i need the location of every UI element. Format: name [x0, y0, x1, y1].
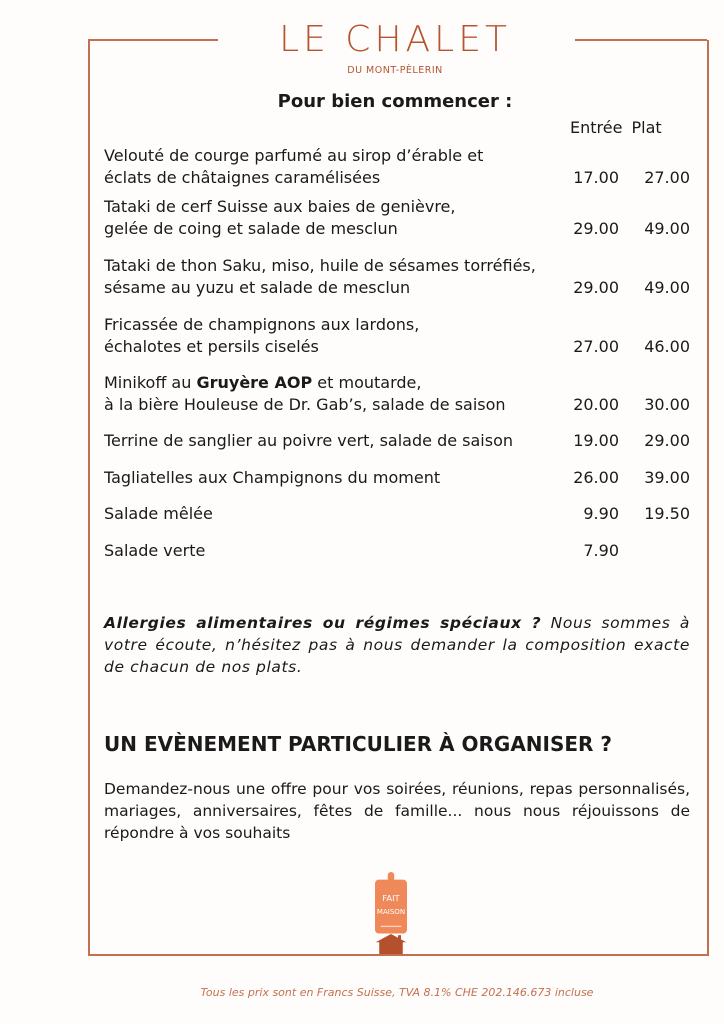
- allergy-notice: [104, 612, 690, 678]
- restaurant-logo: [230, 18, 560, 76]
- item-text: et moutarde,: [312, 373, 422, 392]
- price-plat: 39.00: [644, 468, 690, 487]
- price-plat: 19.50: [644, 504, 690, 523]
- menu-item: [104, 314, 694, 358]
- price-entree: 29.00: [573, 278, 619, 297]
- house-icon: [373, 934, 409, 954]
- price-plat: 29.00: [644, 431, 690, 450]
- item-line: Tataki de cerf Suisse aux baies de genièvre,: [104, 197, 456, 216]
- price-entree: 7.90: [583, 541, 619, 560]
- item-line: Salade verte: [104, 541, 206, 560]
- logo-subtitle: DU MONT-PÈLERIN: [347, 65, 443, 76]
- menu-item: [104, 467, 694, 489]
- allergy-text: Nous sommes à votre écoute, n’hésitez pas à nous demander la composition exacte de chacun de nos plats.: [104, 614, 691, 676]
- item-line: Tagliatelles aux Champignons du moment: [104, 468, 441, 487]
- price-entree: 17.00: [573, 168, 619, 187]
- price-columns-header: [570, 118, 662, 137]
- item-line: éclats de châtaignes caramélisées: [104, 168, 381, 187]
- item-line: à la bière Houleuse de Dr. Gab’s, salade de saison: [104, 395, 506, 414]
- item-line: Tataki de thon Saku, miso, huile de sésames torréfiés,: [104, 256, 536, 275]
- item-line: Terrine de sanglier au poivre vert, salade de saison: [104, 431, 514, 450]
- price-entree: 29.00: [573, 219, 619, 238]
- menu-item: [104, 372, 694, 416]
- price-plat: 30.00: [644, 395, 690, 414]
- price-entree: 26.00: [573, 468, 619, 487]
- item-line: Fricassée de champignons aux lardons,: [104, 315, 420, 334]
- price-footer: Tous les prix sont en Francs Suisse, TVA 8.1% CHE 202.146.673 incluse: [200, 986, 594, 999]
- frame-divider: [88, 39, 218, 41]
- price-plat: 27.00: [644, 168, 690, 187]
- item-line: échalotes et persils ciselés: [104, 337, 319, 356]
- item-line: [104, 372, 694, 394]
- col-entree: Entrée: [570, 118, 623, 137]
- price-plat: 46.00: [644, 337, 690, 356]
- item-text: Minikoff au: [104, 373, 197, 392]
- item-line: Salade mêlée: [104, 504, 213, 523]
- logo-title: LE CHALET: [279, 19, 511, 60]
- menu-item: [104, 255, 694, 299]
- price-entree: 20.00: [573, 395, 619, 414]
- event-text: Demandez-nous une offre pour vos soirées, réunions, repas personnalisés, mariages, anniversaires, fêtes de famille... nous nous réjouissons de répondre à vos souhaits: [104, 780, 690, 842]
- col-plat: Plat: [631, 118, 662, 137]
- svg-text:MAISON: MAISON: [376, 907, 406, 917]
- frame-divider: [575, 39, 707, 41]
- item-line: Velouté de courge parfumé au sirop d’érable et: [104, 146, 484, 165]
- item-text-bold: Gruyère AOP: [196, 373, 313, 392]
- price-plat: 49.00: [644, 219, 690, 238]
- menu-item: [104, 503, 694, 525]
- price-entree: 9.90: [583, 504, 619, 523]
- item-line: gelée de coing et salade de mesclun: [104, 219, 398, 238]
- menu-item: [104, 430, 694, 452]
- event-title: UN EVÈNEMENT PARTICULIER À ORGANISER ?: [104, 732, 613, 756]
- price-entree: 27.00: [573, 337, 619, 356]
- fait-maison-badge-icon: [365, 872, 417, 936]
- menu-item: [104, 145, 694, 189]
- price-plat: 49.00: [644, 278, 690, 297]
- price-entree: 19.00: [573, 431, 619, 450]
- allergy-heading: Allergies alimentaires ou régimes spéciaux ?: [104, 614, 542, 632]
- menu-item: [104, 196, 694, 240]
- svg-text:FAIT: FAIT: [382, 892, 400, 903]
- item-line: sésame au yuzu et salade de mesclun: [104, 278, 411, 297]
- section-title: Pour bien commencer :: [277, 91, 513, 112]
- menu-item: [104, 540, 694, 562]
